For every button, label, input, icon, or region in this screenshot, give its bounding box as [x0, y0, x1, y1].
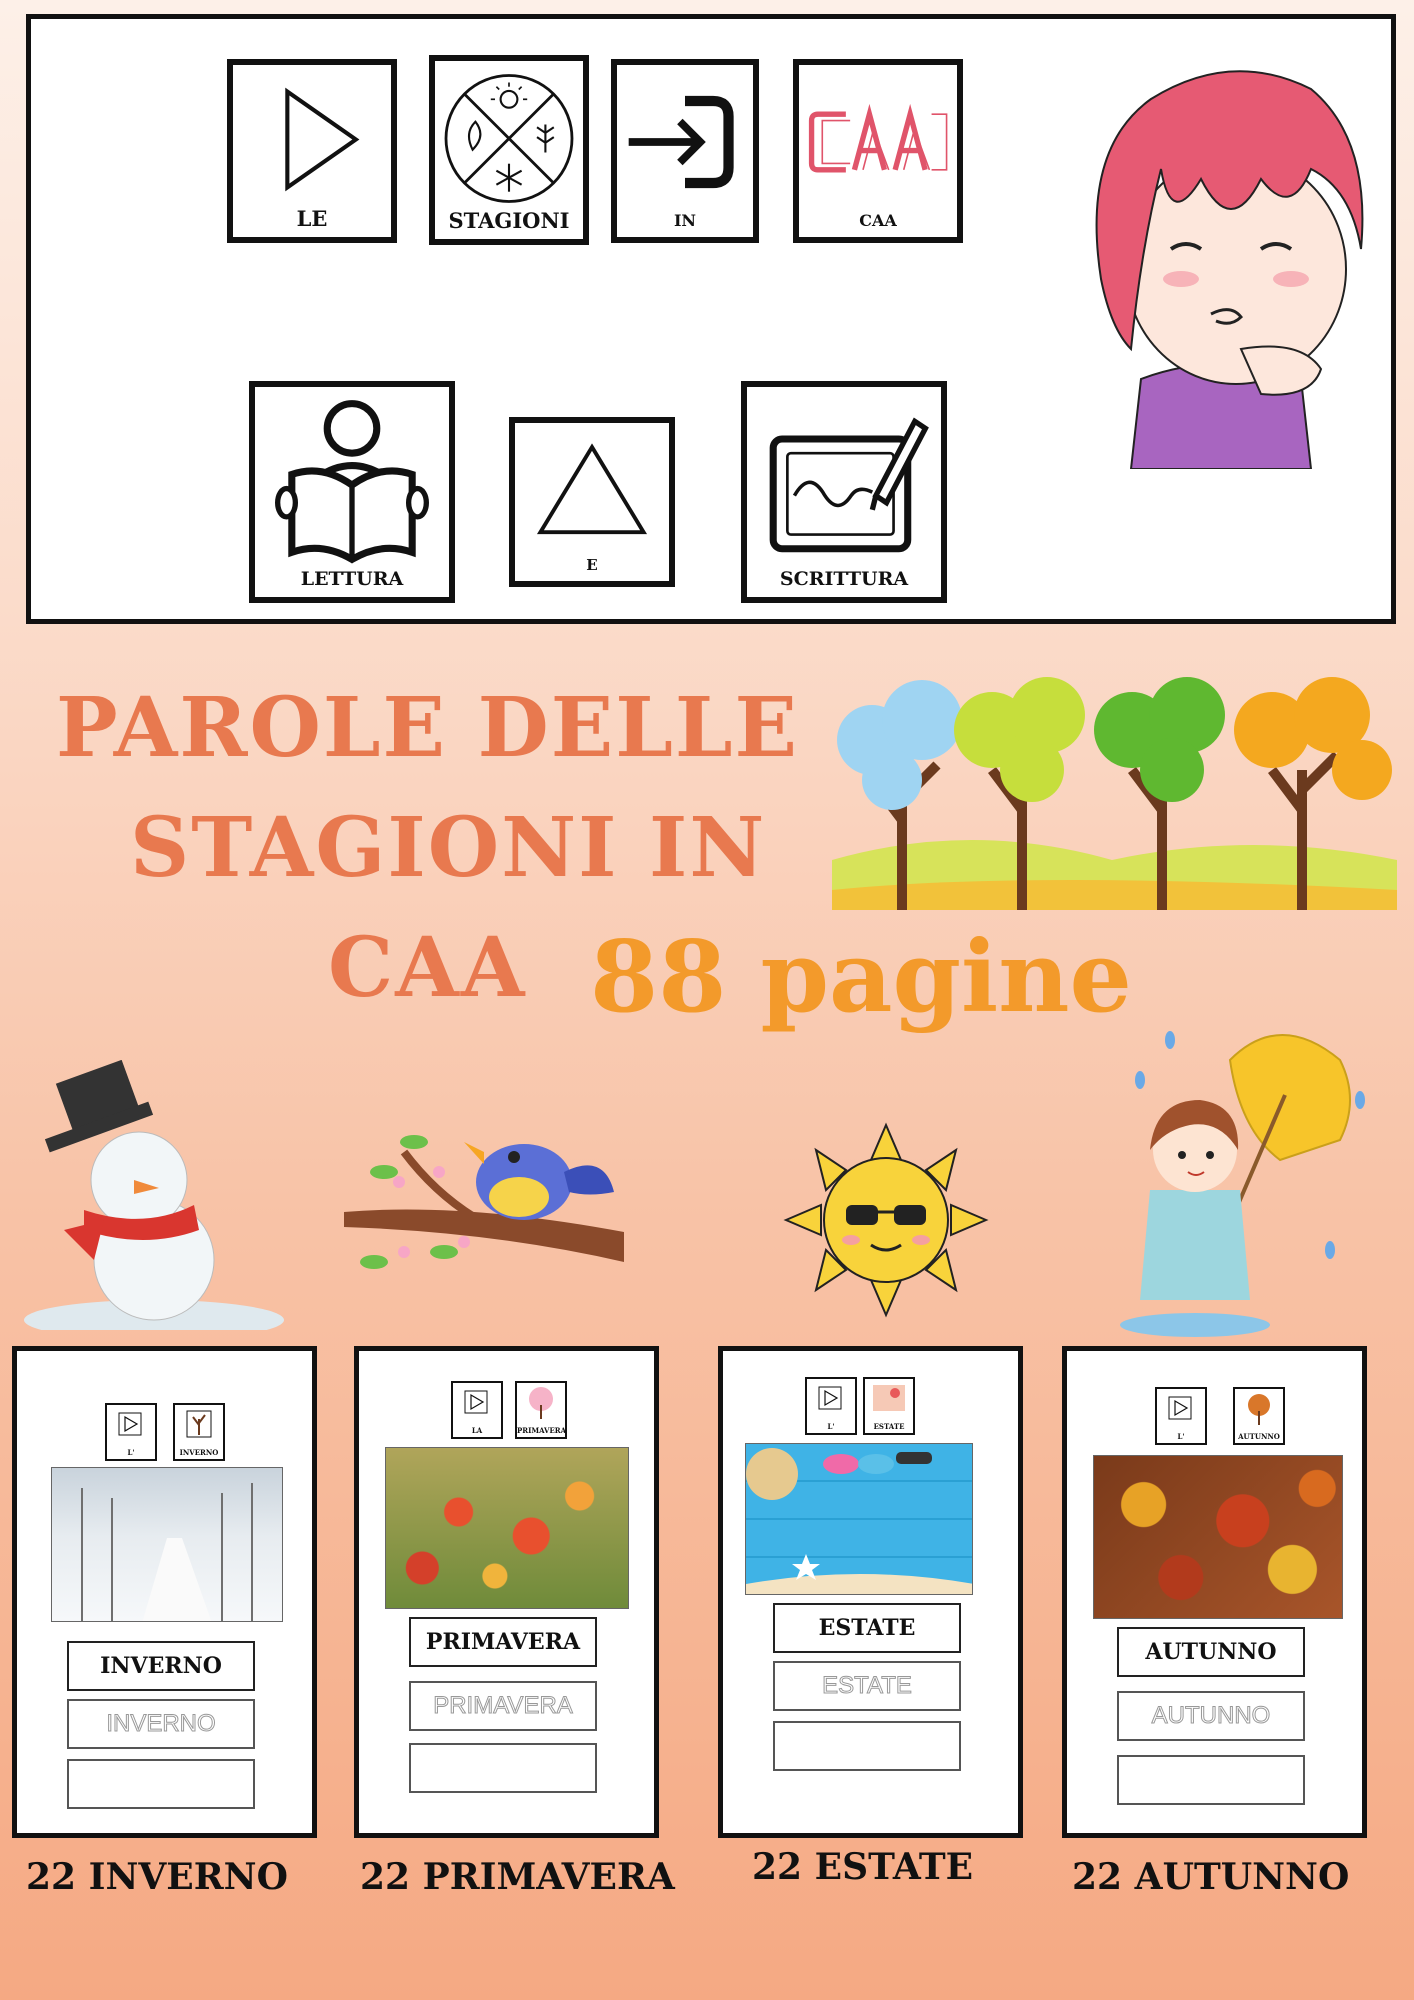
symbol-label: E [586, 556, 598, 574]
write-word-field[interactable] [67, 1759, 255, 1809]
triangle-icon [519, 429, 665, 558]
symbol-card-caa [793, 59, 963, 243]
caa-logo-icon [803, 71, 953, 213]
caption-inverno: 22 INVERNO [26, 1856, 288, 1898]
mini-symbol-label: LA [471, 1426, 483, 1435]
symbol-label: LE [296, 206, 328, 231]
trace-word-field[interactable]: ESTATE [773, 1661, 961, 1711]
winter-park-photo [51, 1467, 283, 1622]
mini-symbol-season [863, 1377, 915, 1435]
child-with-umbrella-illustration [1110, 1020, 1380, 1340]
symbol-label: IN [673, 211, 697, 230]
reading-person-icon [259, 393, 445, 570]
title-line-2: STAGIONI IN [130, 800, 767, 896]
thinking-girl-illustration [1061, 49, 1381, 469]
write-word-field[interactable] [1117, 1755, 1305, 1805]
symbol-label: LETTURA [300, 568, 404, 590]
write-word-field[interactable] [773, 1721, 961, 1771]
mini-symbol-label: L' [1177, 1432, 1185, 1441]
season-card-primavera [354, 1346, 659, 1838]
symbol-card-e [509, 417, 675, 587]
mini-symbol-label: AUTUNNO [1238, 1432, 1280, 1441]
mini-symbol-label: PRIMAVERA [517, 1426, 567, 1435]
mini-symbol-article [1155, 1387, 1207, 1445]
pages-count: 88 pagine [590, 920, 1132, 1035]
symbol-card-lettura [249, 381, 455, 603]
header-symbol-panel [26, 14, 1396, 624]
word-label: INVERNO [67, 1641, 255, 1691]
word-label: PRIMAVERA [409, 1617, 597, 1667]
bare-tree-icon [175, 1405, 223, 1445]
title-line-1: PAROLE DELLE [56, 680, 800, 776]
symbol-card-scrittura [741, 381, 947, 603]
spring-flowers-photo [385, 1447, 629, 1609]
mini-symbol-article [105, 1403, 157, 1461]
mini-symbol-label: L' [127, 1448, 135, 1457]
play-triangle-icon [107, 1405, 155, 1445]
mini-symbol-season [515, 1381, 567, 1439]
symbol-label: SCRITTURA [779, 568, 909, 590]
snowman-illustration [24, 1060, 284, 1330]
mini-symbol-article [451, 1381, 503, 1439]
season-card-autunno [1062, 1346, 1367, 1838]
trace-word-field[interactable]: PRIMAVERA [409, 1681, 597, 1731]
word-label: ESTATE [773, 1603, 961, 1653]
word-label: AUTUNNO [1117, 1627, 1305, 1677]
play-triangle-icon [237, 71, 387, 208]
caption-primavera: 22 PRIMAVERA [360, 1856, 675, 1898]
mini-symbol-season [1233, 1387, 1285, 1445]
bird-on-branch-illustration [344, 1112, 624, 1292]
summer-beach-icon [865, 1379, 913, 1419]
mini-symbol-label: INVERNO [179, 1448, 219, 1457]
summer-beach-photo [745, 1443, 973, 1595]
caption-estate: 22 ESTATE [752, 1846, 974, 1888]
caption-autunno: 22 AUTUNNO [1072, 1856, 1350, 1898]
autumn-tree-icon [1235, 1389, 1283, 1429]
mini-symbol-label: ESTATE [873, 1422, 905, 1431]
enter-arrow-icon [621, 71, 749, 213]
season-card-inverno [12, 1346, 317, 1838]
play-triangle-icon [453, 1383, 501, 1423]
writing-tablet-icon [751, 393, 937, 570]
play-triangle-icon [1157, 1389, 1205, 1429]
title-line-3: CAA [328, 920, 527, 1016]
symbol-card-stagioni [429, 55, 589, 245]
mini-symbol-season [173, 1403, 225, 1461]
play-triangle-icon [807, 1379, 855, 1419]
seasons-circle-icon [439, 67, 579, 210]
mini-symbol-article [805, 1377, 857, 1435]
symbol-card-le [227, 59, 397, 243]
write-word-field[interactable] [409, 1743, 597, 1793]
symbol-card-in [611, 59, 759, 243]
sun-with-sunglasses-illustration [776, 1120, 996, 1320]
four-seasons-trees-illustration [832, 660, 1397, 910]
blossom-tree-icon [517, 1383, 565, 1423]
symbol-label: STAGIONI [448, 208, 570, 233]
symbol-label: CAA [859, 211, 897, 230]
trace-word-field[interactable]: AUTUNNO [1117, 1691, 1305, 1741]
trace-word-field[interactable]: INVERNO [67, 1699, 255, 1749]
autumn-leaves-photo [1093, 1455, 1343, 1619]
mini-symbol-label: L' [827, 1422, 835, 1431]
season-card-estate [718, 1346, 1023, 1838]
